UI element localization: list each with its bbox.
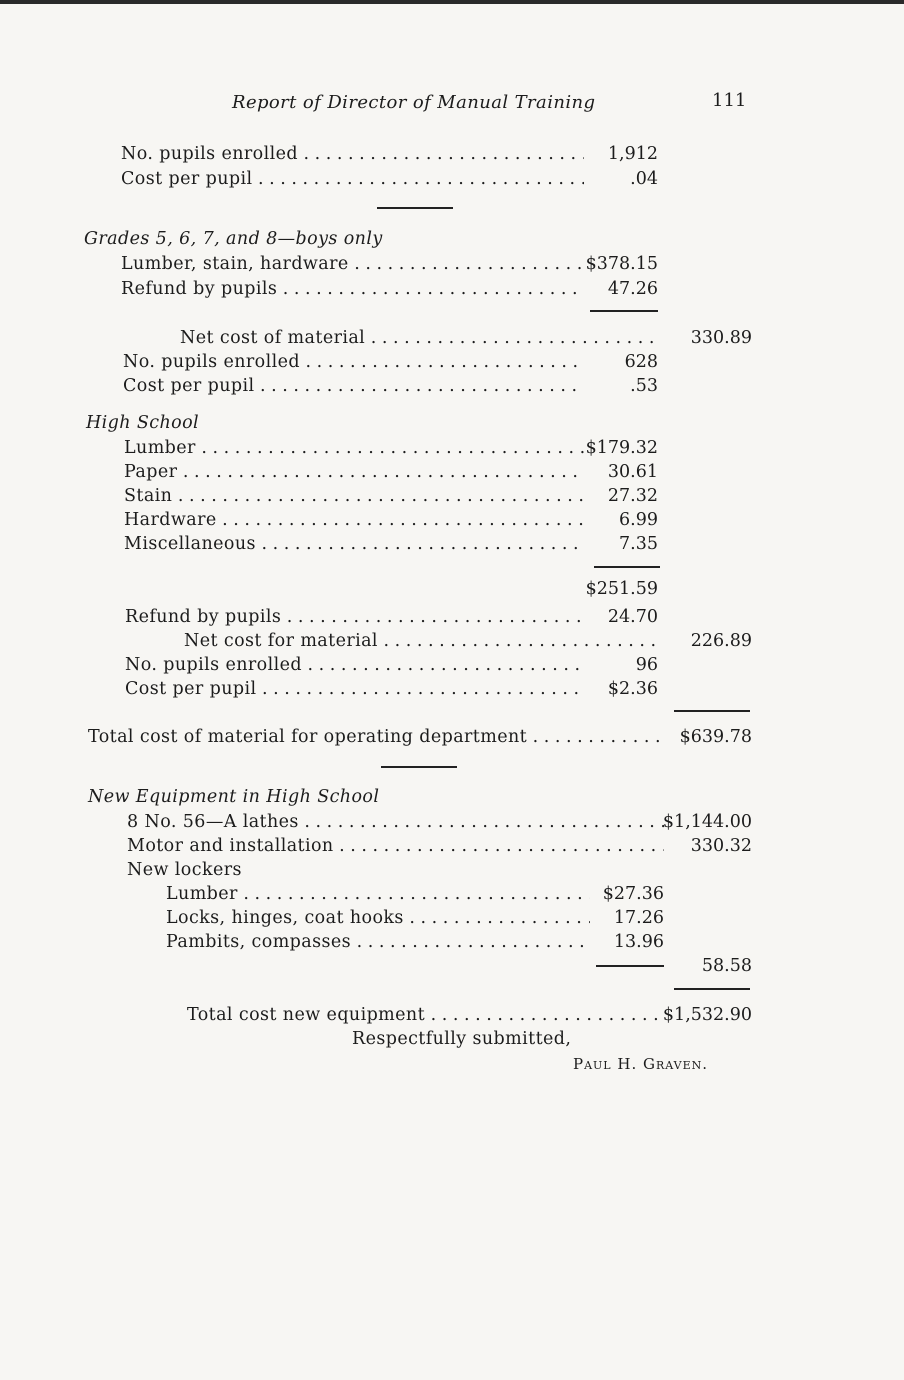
row-label: Refund by pupils . . . bbox=[121, 277, 584, 301]
row-value: .53 bbox=[630, 376, 658, 396]
row-value: 6.99 bbox=[619, 510, 658, 530]
row-value: $27.36 bbox=[602, 884, 664, 904]
section-heading-new-equipment: New Equipment in High School bbox=[88, 787, 380, 807]
row-label: 8 No. 56—A lathes . . . bbox=[127, 810, 664, 834]
ledger-row bbox=[0, 810, 904, 834]
ledger-row bbox=[0, 326, 904, 350]
top-edge-rule bbox=[0, 0, 904, 4]
row-value: 13.96 bbox=[613, 932, 664, 952]
section-divider bbox=[381, 766, 457, 768]
row-label: Cost per pupil . . . bbox=[123, 374, 584, 398]
section-divider bbox=[377, 207, 453, 209]
total-rule bbox=[674, 710, 750, 712]
row-label: New lockers bbox=[127, 860, 242, 880]
page-header-title: Report of Director of Manual Training bbox=[232, 92, 596, 113]
subtotal-value: $251.59 bbox=[585, 579, 658, 599]
row-value: 96 bbox=[635, 655, 658, 675]
row-total-value: 58.58 bbox=[701, 956, 752, 976]
ledger-row-total bbox=[0, 1003, 904, 1027]
row-label: Net cost for material . . . bbox=[184, 629, 660, 653]
ledger-row bbox=[0, 882, 904, 906]
ledger-row bbox=[0, 484, 904, 508]
section-heading-grades: Grades 5, 6, 7, and 8—boys only bbox=[84, 229, 383, 249]
row-label: Total cost new equipment . . . bbox=[187, 1003, 664, 1027]
subtotal-row bbox=[0, 954, 904, 978]
row-label: Paper . . . bbox=[124, 460, 584, 484]
row-label: Stain . . . bbox=[124, 484, 584, 508]
row-total-value: 330.32 bbox=[690, 836, 752, 856]
page-number: 111 bbox=[712, 90, 747, 111]
row-value: 7.35 bbox=[619, 534, 658, 554]
row-label: Refund by pupils . . . bbox=[125, 605, 584, 629]
row-total-value: $639.78 bbox=[679, 727, 752, 747]
row-value: $378.15 bbox=[585, 254, 658, 274]
ledger-row bbox=[0, 252, 904, 276]
ledger-row bbox=[0, 677, 904, 701]
ledger-row bbox=[0, 906, 904, 930]
ledger-row bbox=[0, 142, 904, 166]
row-total-value: 226.89 bbox=[690, 631, 752, 651]
ledger-row bbox=[0, 508, 904, 532]
row-label: Net cost of material . . . bbox=[180, 326, 658, 350]
ledger-row bbox=[0, 605, 904, 629]
total-rule bbox=[674, 988, 750, 990]
row-label: Motor and installation . . . bbox=[127, 834, 664, 858]
row-value: 1,912 bbox=[607, 144, 658, 164]
section-heading-high-school: High School bbox=[86, 413, 200, 433]
row-value: 47.26 bbox=[607, 279, 658, 299]
ledger-row bbox=[0, 629, 904, 653]
row-label: Pambits, compasses . . . bbox=[166, 930, 590, 954]
row-label: Cost per pupil . . . bbox=[125, 677, 584, 701]
row-label: No. pupils enrolled . . . bbox=[121, 142, 584, 166]
row-label: Total cost of material for operating department . . . bbox=[88, 725, 662, 749]
ledger-row bbox=[0, 277, 904, 301]
ledger-row bbox=[0, 858, 904, 882]
row-label: No. pupils enrolled . . . bbox=[123, 350, 584, 374]
ledger-row bbox=[0, 436, 904, 460]
ledger-row bbox=[0, 532, 904, 556]
subtotal-rule bbox=[590, 310, 658, 312]
row-value: 30.61 bbox=[607, 462, 658, 482]
ledger-row bbox=[0, 930, 904, 954]
row-value: 17.26 bbox=[613, 908, 664, 928]
ledger-row bbox=[0, 350, 904, 374]
closing-text: Respectfully submitted, bbox=[352, 1029, 572, 1049]
row-total-value: $1,532.90 bbox=[662, 1005, 752, 1025]
row-value: $2.36 bbox=[607, 679, 658, 699]
subtotal-rule bbox=[594, 566, 660, 568]
ledger-row bbox=[0, 374, 904, 398]
signature: Paul H. Graven. bbox=[573, 1055, 709, 1073]
row-label: Miscellaneous . . . bbox=[124, 532, 584, 556]
row-label: Lumber, stain, hardware . . . bbox=[121, 252, 584, 276]
row-label: Cost per pupil . . . bbox=[121, 167, 584, 191]
row-label: Lumber . . . bbox=[124, 436, 584, 460]
subtotal-row bbox=[0, 577, 904, 601]
ledger-row-total bbox=[0, 725, 904, 749]
row-value: 27.32 bbox=[607, 486, 658, 506]
row-value: 628 bbox=[624, 352, 658, 372]
ledger-row bbox=[0, 167, 904, 191]
row-value: $179.32 bbox=[585, 438, 658, 458]
row-label: Locks, hinges, coat hooks . . . bbox=[166, 906, 590, 930]
row-label: Hardware . . . bbox=[124, 508, 584, 532]
ledger-row bbox=[0, 460, 904, 484]
ledger-row bbox=[0, 834, 904, 858]
row-label: No. pupils enrolled . . . bbox=[125, 653, 584, 677]
row-total-value: 330.89 bbox=[690, 328, 752, 348]
ledger-row bbox=[0, 653, 904, 677]
row-total-value: $1,144.00 bbox=[662, 812, 752, 832]
row-value: 24.70 bbox=[607, 607, 658, 627]
row-label: Lumber . . . bbox=[166, 882, 590, 906]
row-value: .04 bbox=[630, 169, 658, 189]
